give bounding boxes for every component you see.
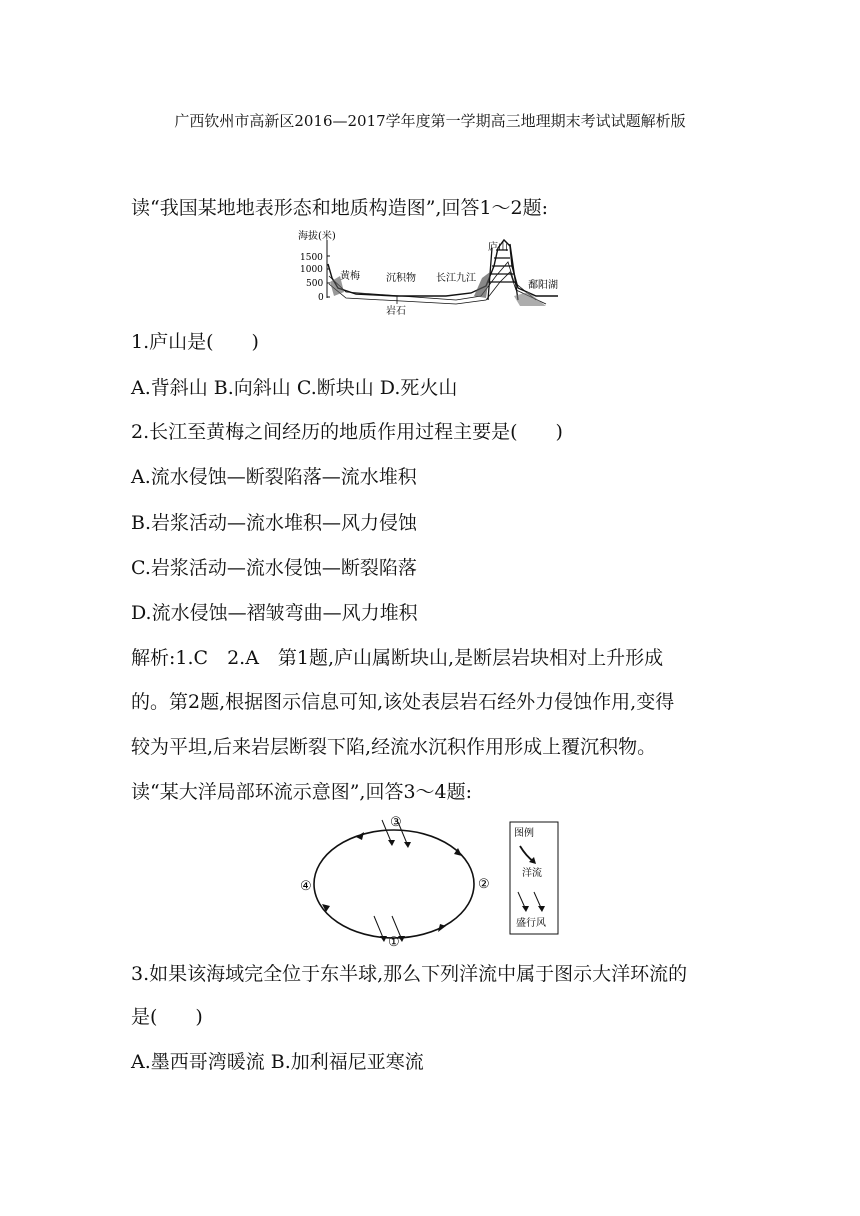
page-title: 广西钦州市高新区2016—2017学年度第一学期高三地理期末考试试题解析版	[174, 112, 686, 130]
marker-2: ②	[478, 877, 490, 892]
q3-stem-line-2: 是( )	[131, 1006, 203, 1028]
fig1-label-sediment: 沉积物	[386, 273, 416, 284]
intro-question-1-2: 读“我国某地地表形态和地质构造图”,回答1～2题:	[131, 197, 549, 219]
analysis-line-1: 解析:1.C 2.A 第1题,庐山属断块山,是断层岩块相对上升形成	[131, 647, 664, 669]
fig1-label-rock: 岩石	[386, 306, 406, 317]
legend	[510, 822, 558, 934]
q2-option-b: B.岩浆活动—流水堆积—风力侵蚀	[131, 512, 418, 534]
legend-title: 图例	[514, 828, 534, 839]
fig1-ylabel: 海拔(米)	[298, 231, 336, 242]
marker-4: ④	[300, 879, 312, 894]
fig1-label-changjiang-jiujiang: 长江九江	[436, 273, 476, 284]
terrain-cross-section-figure	[296, 226, 562, 320]
q2-stem: 2.长江至黄梅之间经历的地质作用过程主要是( )	[131, 421, 563, 443]
q1-stem: 1.庐山是( )	[131, 331, 259, 353]
marker-3: ③	[390, 815, 402, 830]
fig1-ytick-0: 0	[318, 293, 324, 303]
q2-option-a: A.流水侵蚀—断裂陷落—流水堆积	[131, 466, 417, 488]
q3-options: A.墨西哥湾暖流 B.加利福尼亚寒流	[131, 1051, 424, 1073]
fig1-label-poyang-lake: 鄱阳湖	[528, 280, 558, 291]
intro-question-3-4: 读“某大洋局部环流示意图”,回答3～4题:	[131, 781, 473, 803]
q1-options: A.背斜山 B.向斜山 C.断块山 D.死火山	[131, 377, 458, 399]
fig1-ytick-1000: 1000	[300, 265, 323, 275]
q3-stem-line-1: 3.如果该海域完全位于东半球,那么下列洋流中属于图示大洋环流的	[131, 963, 688, 985]
ocean-circulation-figure	[296, 812, 562, 952]
fig1-surface-profile	[328, 240, 558, 296]
legend-current-label: 洋流	[522, 868, 542, 879]
fig1-label-lushan: 庐山	[488, 242, 508, 253]
legend-wind-label: 盛行风	[516, 918, 546, 929]
marker-1: ①	[388, 935, 400, 950]
fig1-ytick-500: 500	[306, 279, 324, 289]
q2-option-d: D.流水侵蚀—褶皱弯曲—风力堆积	[131, 602, 418, 624]
gyre-arrow-head	[322, 904, 330, 912]
fig1-label-huangmei: 黄梅	[340, 271, 360, 282]
analysis-line-3: 较为平坦,后来岩层断裂下陷,经流水沉积作用形成上覆沉积物。	[131, 736, 657, 758]
analysis-line-2: 的。第2题,根据图示信息可知,该处表层岩石经外力侵蚀作用,变得	[131, 691, 675, 713]
q2-option-c: C.岩浆活动—流水侵蚀—断裂陷落	[131, 557, 417, 579]
fig1-ytick-1500: 1500	[300, 253, 323, 263]
